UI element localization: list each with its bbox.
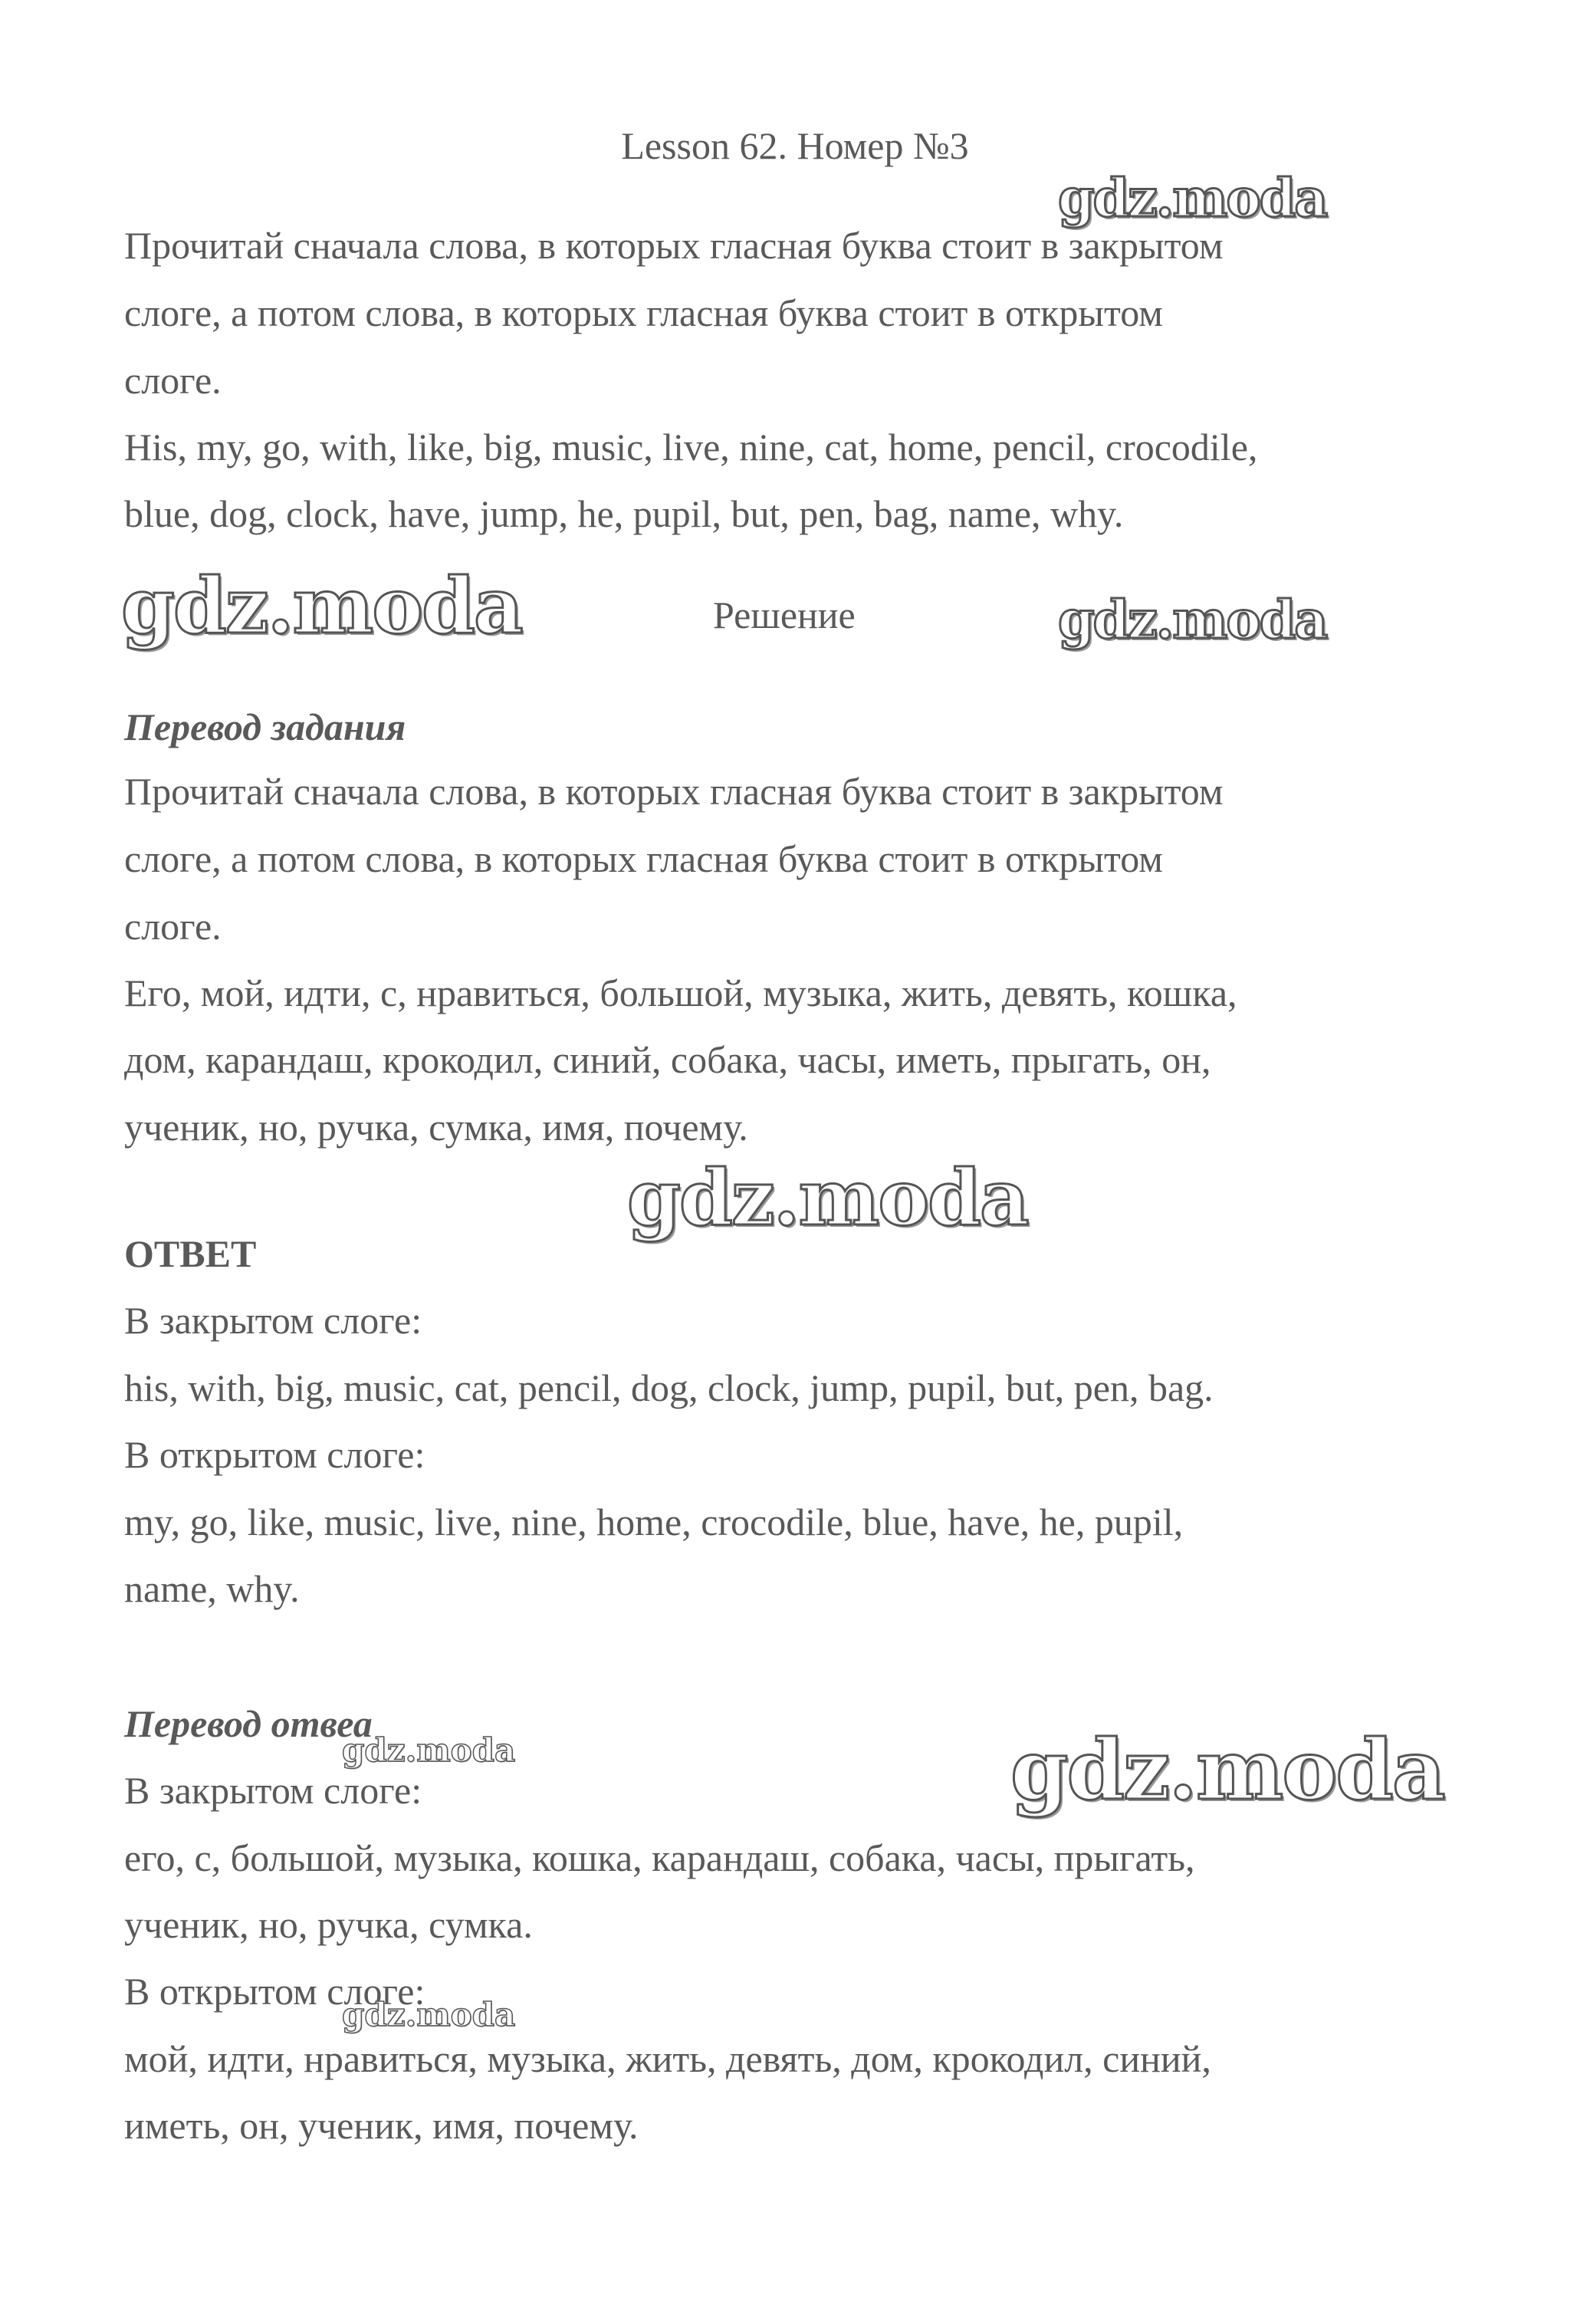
task-words-line-2: blue, dog, clock, have, jump, he, pupil, but, pen, bag, name, why. [124,492,1124,535]
watermark: gdz.moda [1058,590,1327,651]
task-translation-heading: Перевод задания [124,705,406,748]
answer-closed-words: his, with, big, music, cat, pencil, dog, clock, jump, pupil, but, pen, bag. [124,1366,1214,1409]
answer-translation-closed-line-1: его, с, большой, музыка, кошка, карандаш, собака, часы, прыгать, [124,1836,1195,1879]
task-words-line-1: His, my, go, with, like, big, music, live, nine, cat, home, pencil, crocodile, [124,426,1258,468]
answer-closed-label: В закрытом слоге: [124,1299,422,1342]
task-translation-line-4: Его, мой, идти, с, нравиться, большой, музыка, жить, девять, кошка, [124,971,1237,1014]
watermark: gdz.moda [1058,168,1327,229]
task-translation-line-5: дом, карандаш, крокодил, синий, собака, часы, иметь, прыгать, он, [124,1038,1211,1081]
task-translation-line-3: слоге. [124,905,222,948]
watermark: gdz.moda [1010,1722,1444,1819]
task-translation-line-1: Прочитай сначала слова, в которых гласная буква стоит в закрытом [124,770,1224,813]
task-translation-line-2: слоге, а потом слова, в которых гласная буква стоит в открытом [124,837,1163,880]
watermark: gdz.moda [342,1731,516,1769]
answer-translation-closed-label: В закрытом слоге: [124,1769,422,1812]
answer-translation-heading: Перевод отвеа [124,1702,373,1745]
watermark: gdz.moda [627,1152,1028,1243]
task-line-1: Прочитай сначала слова, в которых гласная буква стоит в закрытом [124,224,1224,267]
answer-translation-open-label: В открытом слоге: [124,1970,425,2013]
answer-heading: ОТВЕТ [124,1232,257,1275]
answer-open-label: В открытом слоге: [124,1433,425,1476]
answer-open-words-line-1: my, go, like, music, live, nine, home, crocodile, blue, have, he, pupil, [124,1501,1184,1543]
answer-translation-closed-line-2: ученик, но, ручка, сумка. [124,1903,533,1946]
page-title: Lesson 62. Номер №3 [621,124,969,167]
solution-label: Решение [713,593,856,636]
task-line-2: слоге, а потом слова, в которых гласная буква стоит в открытом [124,291,1163,334]
task-line-3: слоге. [124,359,222,402]
task-translation-line-6: ученик, но, ручка, сумка, имя, почему. [124,1106,748,1149]
watermark: gdz.moda [342,1996,516,2033]
watermark: gdz.moda [121,560,522,651]
answer-translation-open-line-1: мой, идти, нравиться, музыка, жить, девять, дом, крокодил, синий, [124,2037,1211,2080]
answer-translation-open-line-2: иметь, он, ученик, имя, почему. [124,2104,639,2147]
answer-open-words-line-2: name, why. [124,1567,300,1610]
